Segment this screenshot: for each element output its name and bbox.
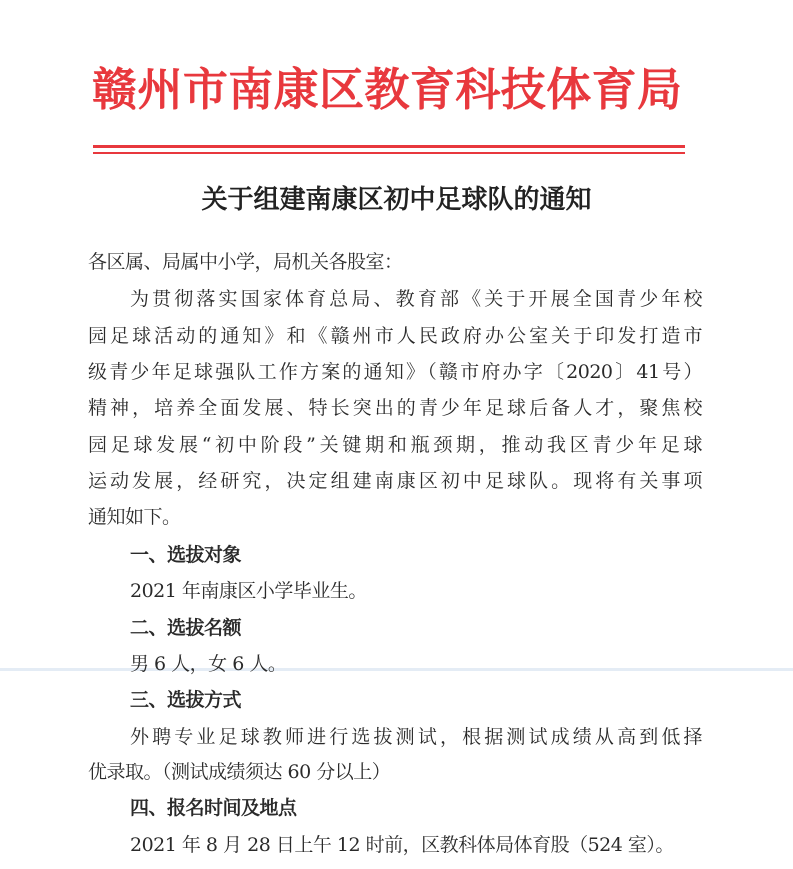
issuing-organization-header: 赣州市南康区教育科技体育局 — [92, 63, 682, 116]
document-title: 关于组建南康区初中足球队的通知 — [201, 185, 592, 215]
section-text: 优录取。（测试成绩须达 60 分以上） — [88, 761, 391, 783]
intro-line: 园足球活动的通知》和《赣州市人民政府办公室关于印发打造市 — [88, 325, 702, 347]
section-text: 男 6 人，女 6 人。 — [130, 653, 287, 675]
section-text: 2021 年南康区小学毕业生。 — [130, 580, 367, 602]
intro-line: 精神，培养全面发展、特长突出的青少年足球后备人才，聚焦校 — [88, 397, 702, 419]
salutation: 各区属、局属中小学，局机关各股室： — [88, 251, 403, 273]
section-heading: 四、报名时间及地点 — [130, 797, 297, 819]
intro-line: 为贯彻落实国家体育总局、教育部《关于开展全国青少年校 — [130, 288, 702, 310]
section-text: 2021 年 8 月 28 日上午 12 时前，区教科体局体育股（524 室）。 — [130, 834, 674, 856]
scan-artifact-band — [0, 668, 793, 671]
section-heading: 二、选拔名额 — [130, 617, 242, 639]
intro-line: 运动发展，经研究，决定组建南康区初中足球队。现将有关事项 — [88, 470, 702, 492]
intro-line: 园足球发展“初中阶段”关键期和瓶颈期，推动我区青少年足球 — [88, 434, 702, 456]
section-heading: 一、选拔对象 — [130, 544, 242, 566]
red-divider-thin — [93, 152, 685, 154]
intro-line: 级青少年足球强队工作方案的通知》（赣市府办字〔2020〕41号） — [88, 361, 702, 383]
intro-line: 通知如下。 — [88, 506, 181, 528]
red-divider-thick — [93, 145, 685, 148]
section-heading: 三、选拔方式 — [130, 689, 242, 711]
section-text: 外聘专业足球教师进行选拔测试，根据测试成绩从高到低择 — [130, 726, 702, 748]
